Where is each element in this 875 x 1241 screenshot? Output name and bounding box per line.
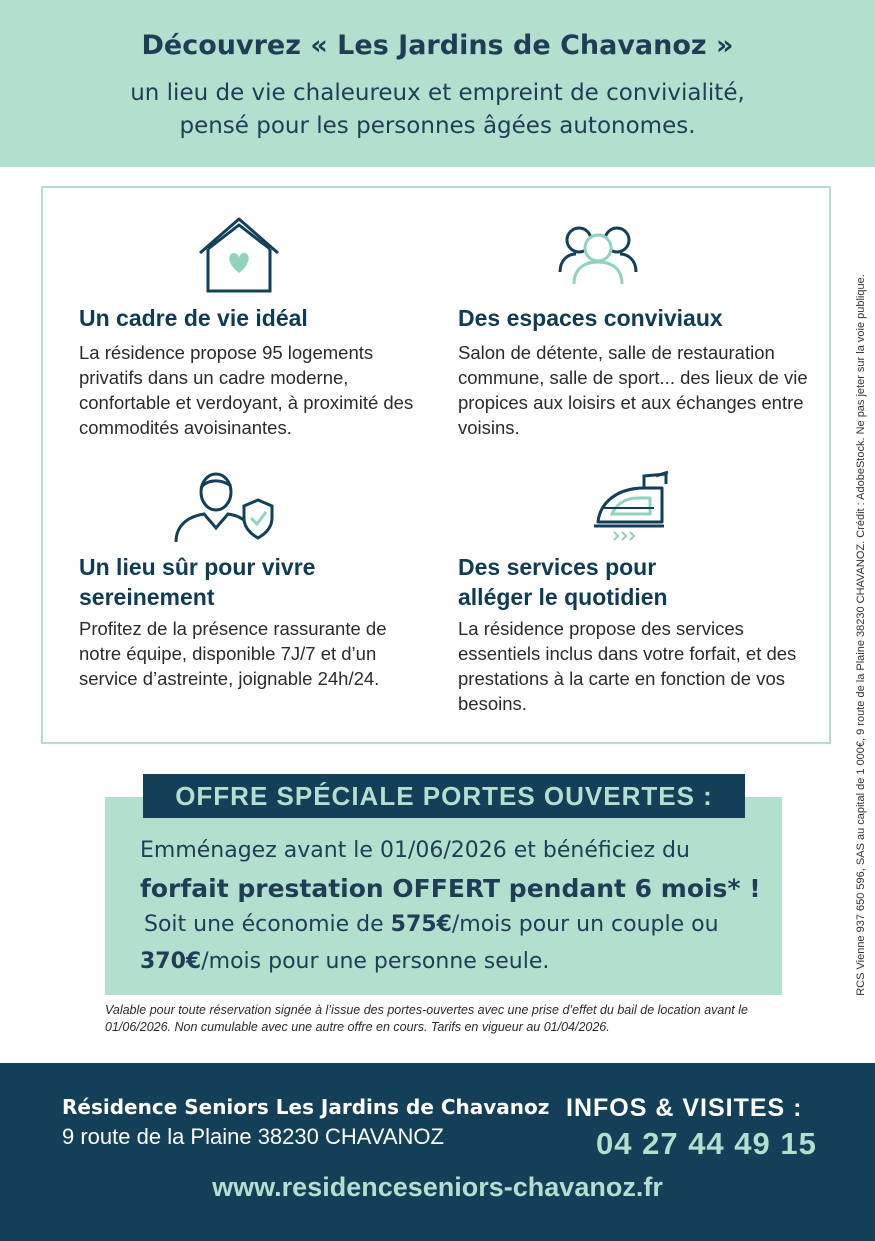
offer-price-couple: 575€ <box>390 912 452 937</box>
offer-line4-post: /mois pour une personne seule. <box>201 949 550 974</box>
feature-body: Profitez de la présence rassurante de notre équipe, disponible 7J/7 et d’un service d’astreinte, joignable 24h/24. <box>79 618 387 689</box>
page-subtitle-line1: un lieu de vie chaleureux et empreint de convivialité, <box>130 80 745 106</box>
feature-title-line2: alléger le quotidien <box>458 584 668 610</box>
infos-visites-label: INFOS & VISITES : <box>566 1094 803 1122</box>
feature-title: Des espaces conviviaux <box>458 305 723 331</box>
people-group-icon <box>556 222 640 286</box>
page-title: Découvrez « Les Jardins de Chavanoz » <box>141 30 734 61</box>
staff-shield-icon <box>172 470 282 544</box>
offer-banner: OFFRE SPÉCIALE PORTES OUVERTES : <box>143 774 745 818</box>
offer-line3 <box>144 912 719 937</box>
feature-title-line2: sereinement <box>79 584 215 610</box>
offer-line3-pre: Soit une économie de <box>144 912 391 937</box>
offer-line1: Emménagez avant le 01/06/2026 et bénéficiez du <box>140 838 690 863</box>
page-subtitle-line2: pensé pour les personnes âgées autonomes. <box>179 113 696 139</box>
feature-body: Salon de détente, salle de restauration commune, salle de sport... des lieux de vie propices aux loisirs et aux échanges entre voisins. <box>458 342 808 438</box>
website-link[interactable]: www.residenceseniors-chavanoz.fr <box>212 1172 663 1202</box>
feature-title: Un cadre de vie idéal <box>79 305 308 331</box>
residence-address: 9 route de la Plaine 38230 CHAVANOZ <box>62 1124 444 1149</box>
feature-title-line1: Des services pour <box>458 554 657 580</box>
feature-body: La résidence propose 95 logements privatifs dans un cadre moderne, confortable et verdoyant, à proximité des commodités avoisinantes. <box>79 342 414 438</box>
header-banner <box>0 0 875 167</box>
residence-name: Résidence Seniors Les Jardins de Chavanoz <box>62 1095 550 1119</box>
legal-side-text: RCS Vienne 937 650 596, SAS au capital de 1 000€, 9 route de la Plaine 38230 CHAVANOZ. Crédit : AdobeStock. Ne pas jeter sur la voie publique. <box>855 274 867 996</box>
feature-cadre-de-vie <box>79 303 429 440</box>
feature-title-line1: Un lieu sûr pour vivre <box>79 554 316 580</box>
house-heart-icon <box>196 215 282 295</box>
offer-line2: forfait prestation OFFERT pendant 6 mois* ! <box>140 874 761 903</box>
fine-print: Valable pour toute réservation signée à l’issue des portes-ouvertes avec une prise d’effet du bail de location avant le 01/06/2026. Non cumulable avec une autre offre en cours. Tarifs en vigueur au 01/04/2026. <box>105 1003 748 1034</box>
feature-lieu-sur <box>79 552 429 691</box>
iron-icon <box>592 466 674 544</box>
offer-line3-post: /mois pour un couple ou <box>451 912 719 937</box>
feature-body: La résidence propose des services essentiels inclus dans votre forfait, et des prestations à la carte en fonction de vos besoins. <box>458 618 797 714</box>
offer-line4 <box>140 949 549 974</box>
offer-price-single: 370€ <box>140 949 202 974</box>
phone-number[interactable]: 04 27 44 49 15 <box>596 1126 817 1161</box>
feature-services <box>458 552 808 716</box>
feature-espaces-conviviaux <box>458 303 808 440</box>
